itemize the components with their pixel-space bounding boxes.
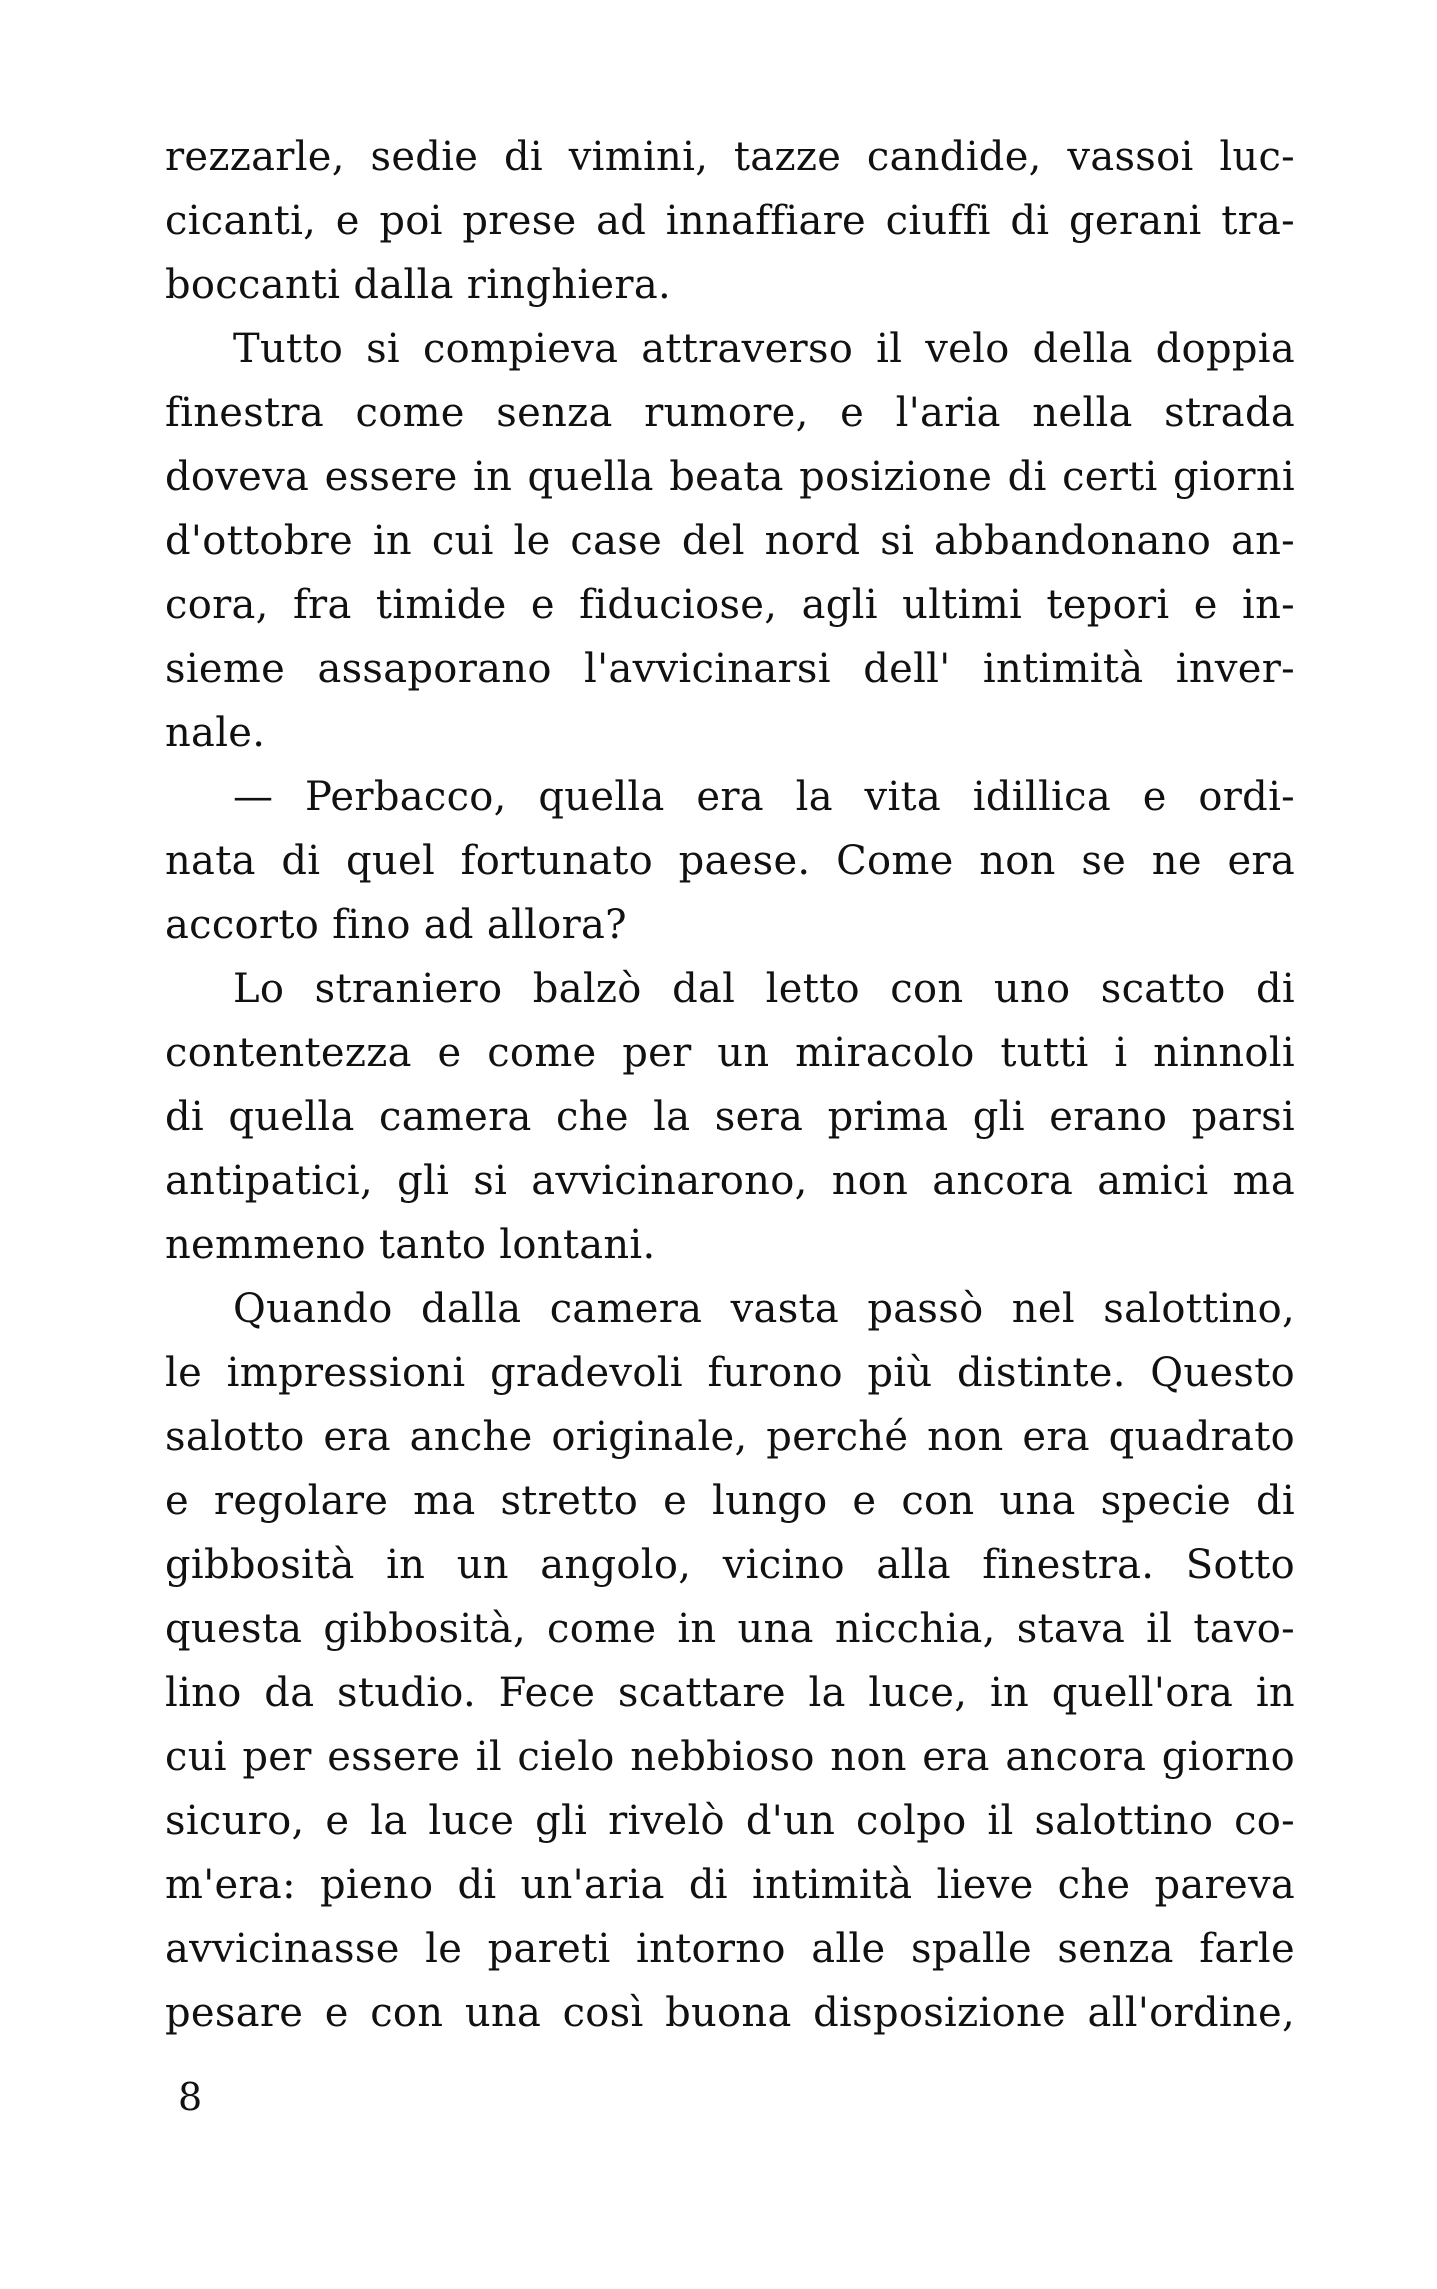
paragraph [165,1277,1295,2045]
text-line: sicuro, e la luce gli rivelò d'un colpo il salottino co- [165,1798,1295,1844]
body-text [165,125,1295,2045]
text-line: Tutto si compieva attraverso il velo della doppia [233,326,1295,372]
text-line: cui per essere il cielo nebbioso non era ancora giorno [165,1734,1295,1780]
text-line: antipatici, gli si avvicinarono, non ancora amici ma [165,1158,1295,1204]
text-line: sieme assaporano l'avvicinarsi dell' intimità inver- [165,646,1295,692]
text-line: contentezza e come per un miracolo tutti i ninnoli [165,1030,1295,1076]
text-line: e regolare ma stretto e lungo e con una specie di [165,1478,1295,1524]
text-line: lino da studio. Fece scattare la luce, in quell'ora in [165,1670,1295,1716]
text-line: nale. [165,710,266,756]
text-line: rezzarle, sedie di vimini, tazze candide, vassoi luc- [165,134,1295,180]
text-line: avvicinasse le pareti intorno alle spalle senza farle [165,1926,1295,1972]
text-line: Quando dalla camera vasta passò nel salottino, [233,1286,1295,1332]
text-line: d'ottobre in cui le case del nord si abbandonano an- [165,518,1295,564]
text-line: cicanti, e poi prese ad innaffiare ciuffi di gerani tra- [165,198,1295,244]
text-line: nemmeno tanto lontani. [165,1222,656,1268]
page-number: 8 [178,2075,203,2119]
paragraph [165,125,1295,317]
paragraph [165,957,1295,1277]
text-line: doveva essere in quella beata posizione di certi giorni [165,454,1295,500]
text-line: gibbosità in un angolo, vicino alla finestra. Sotto [165,1542,1295,1588]
text-line: pesare e con una così buona disposizione all'ordine, [165,1990,1295,2036]
text-line: m'era: pieno di un'aria di intimità lieve che pareva [165,1862,1295,1908]
text-line: salotto era anche originale, perché non era quadrato [165,1414,1295,1460]
text-line: questa gibbosità, come in una nicchia, stava il tavo- [165,1606,1295,1652]
text-line: nata di quel fortunato paese. Come non se ne era [165,838,1295,884]
text-line: Lo straniero balzò dal letto con uno scatto di [233,966,1295,1012]
text-line: finestra come senza rumore, e l'aria nella strada [165,390,1295,436]
text-line: accorto fino ad allora? [165,902,627,948]
text-line: — Perbacco, quella era la vita idillica e ordi- [233,774,1295,820]
text-line: di quella camera che la sera prima gli erano parsi [165,1094,1295,1140]
text-line: boccanti dalla ringhiera. [165,262,671,308]
paragraph [165,765,1295,957]
text-line: cora, fra timide e fiduciose, agli ultimi tepori e in- [165,582,1295,628]
text-line: le impressioni gradevoli furono più distinte. Questo [165,1350,1295,1396]
paragraph [165,317,1295,765]
